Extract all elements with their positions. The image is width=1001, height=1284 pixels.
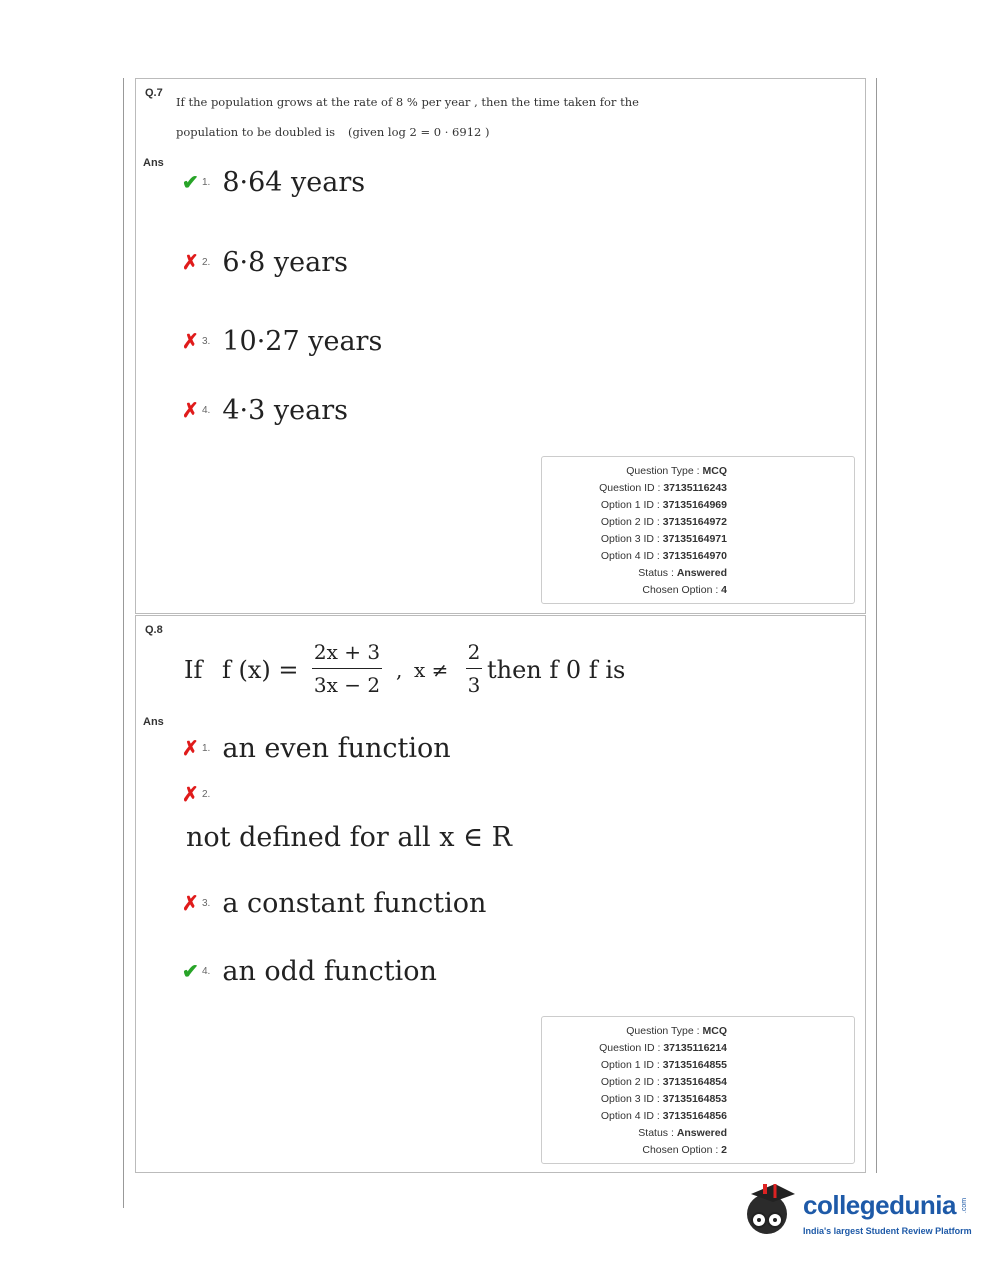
cross-icon: ✗ <box>182 784 199 806</box>
option-3[interactable] <box>182 888 486 919</box>
info-option-4-id: Option 4 ID : 37135164970 <box>600 550 727 562</box>
option-2[interactable] <box>182 782 222 807</box>
option-number: 1. <box>202 177 211 188</box>
info-status: Status : Answered <box>638 567 727 579</box>
option-4[interactable] <box>182 956 437 987</box>
info-question-id: Question ID : 37135116243 <box>599 482 727 494</box>
option-text: an odd function <box>222 956 437 987</box>
question-info-box <box>541 1016 855 1164</box>
option-number: 2. <box>202 257 211 268</box>
cross-icon: ✗ <box>182 331 199 353</box>
info-option-2-id: Option 2 ID : 37135164854 <box>600 1076 727 1088</box>
info-option-3-id: Option 3 ID : 37135164853 <box>600 1093 727 1105</box>
info-chosen-option: Chosen Option : 2 <box>642 1144 727 1156</box>
option-text: an even function <box>222 733 451 764</box>
option-text: 4·3 years <box>222 395 348 426</box>
question-given-note: (given log 2 = 0 · 6912 ) <box>348 125 490 139</box>
option-text: 10·27 years <box>222 326 383 357</box>
fraction-bar <box>466 668 482 669</box>
cross-icon: ✗ <box>182 893 199 915</box>
fraction-bar <box>312 668 382 669</box>
question-8-card <box>135 615 866 1173</box>
info-question-type: Question Type : MCQ <box>626 465 727 477</box>
option-number: 4. <box>202 405 211 416</box>
info-chosen-option: Chosen Option : 4 <box>642 584 727 596</box>
info-question-type: Question Type : MCQ <box>626 1025 727 1037</box>
check-icon: ✔ <box>182 172 199 194</box>
option-number: 1. <box>202 743 211 754</box>
info-option-3-id: Option 3 ID : 37135164971 <box>600 533 727 545</box>
option-number: 2. <box>202 789 211 800</box>
logo-suffix: .com <box>961 1197 969 1214</box>
formula-if: If <box>184 656 203 684</box>
question-7-card <box>135 78 866 614</box>
question-info-box <box>541 456 855 604</box>
page-right-rule <box>876 78 877 1173</box>
page-left-rule <box>123 78 124 1208</box>
info-option-2-id: Option 2 ID : 37135164972 <box>600 516 727 528</box>
logo-tagline: India's largest Student Review Platform <box>803 1226 972 1236</box>
option-1[interactable] <box>182 167 365 198</box>
info-option-1-id: Option 1 ID : 37135164969 <box>600 499 727 511</box>
option-1[interactable] <box>182 733 451 764</box>
option-text: 6·8 years <box>222 247 348 278</box>
fraction-denominator: 3 <box>467 673 481 697</box>
info-status: Status : Answered <box>638 1127 727 1139</box>
answer-label: Ans <box>143 157 164 169</box>
option-number: 4. <box>202 966 211 977</box>
logo-wordmark: collegedunia <box>803 1190 956 1220</box>
option-2-text: not defined for all x ∈ R <box>186 822 512 853</box>
fraction-numerator: 2 <box>467 640 481 664</box>
formula-fraction <box>312 640 382 697</box>
info-option-1-id: Option 1 ID : 37135164855 <box>600 1059 727 1071</box>
formula-then: then f 0 f is <box>487 656 626 684</box>
option-text: a constant function <box>222 888 487 919</box>
info-option-4-id: Option 4 ID : 37135164856 <box>600 1110 727 1122</box>
info-question-id: Question ID : 37135116214 <box>599 1042 727 1054</box>
option-number: 3. <box>202 898 211 909</box>
option-3[interactable] <box>182 326 382 357</box>
check-icon: ✔ <box>182 961 199 983</box>
option-4[interactable] <box>182 395 348 426</box>
formula-neq: x ≠ <box>414 658 449 682</box>
cross-icon: ✗ <box>182 400 199 422</box>
formula-comma: , <box>396 658 403 682</box>
question-number: Q.7 <box>145 87 163 99</box>
cross-icon: ✗ <box>182 738 199 760</box>
collegedunia-logo <box>745 1180 975 1250</box>
option-text: 8·64 years <box>222 167 366 198</box>
fraction-numerator: 2x + 3 <box>313 640 381 664</box>
question-text-line-2: population to be doubled is <box>176 125 336 139</box>
cross-icon: ✗ <box>182 252 199 274</box>
fraction-denominator: 3x − 2 <box>313 673 381 697</box>
answer-label: Ans <box>143 716 164 728</box>
formula-fraction-two-thirds <box>466 640 482 697</box>
option-2[interactable] <box>182 247 348 278</box>
question-text-line-1: If the population grows at the rate of 8 % per year , then the time taken for the <box>176 95 639 109</box>
formula-fx: f (x) = <box>222 656 299 684</box>
question-number: Q.8 <box>145 624 163 636</box>
mascot-icon <box>745 1180 801 1250</box>
option-number: 3. <box>202 336 211 347</box>
